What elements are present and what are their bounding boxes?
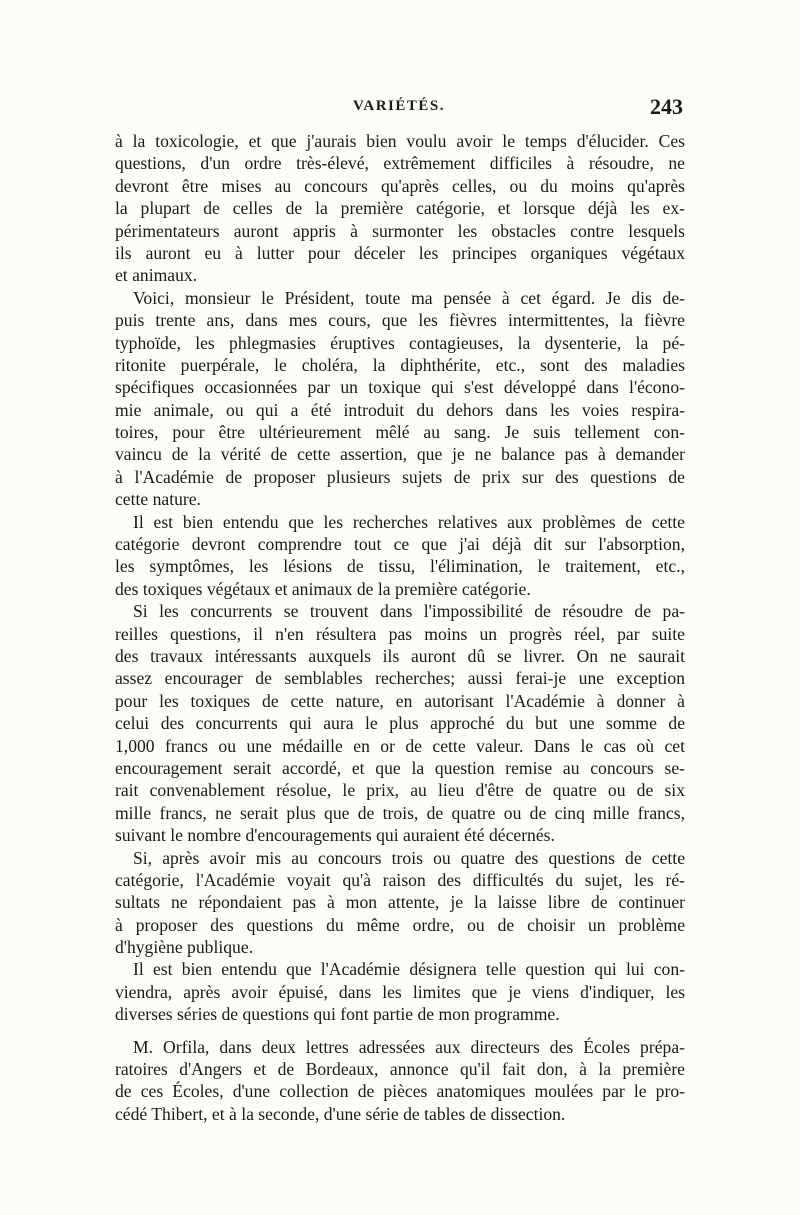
text-line: Il est bien entendu que les recherches relatives aux problèmes de cette	[133, 511, 685, 532]
text-line: ils auront eu à lutter pour déceler les principes organiques végétaux	[115, 242, 685, 263]
text-line: mie animale, ou qui a été introduit du dehors dans les voies respira-	[115, 399, 685, 420]
text-line: périmentateurs auront appris à surmonter les obstacles contre lesquels	[115, 220, 685, 241]
text-line: spécifiques occasionnées par un toxique qui s'est développé dans l'écono-	[115, 377, 685, 398]
text-line: toires, pour être ultérieurement mêlé au sang. Je suis tellement con-	[115, 422, 685, 443]
text-line: mille francs, ne serait plus que de trois, de quatre ou de cinq mille francs,	[115, 802, 685, 823]
text-line: celui des concurrents qui aura le plus approché du but une somme de	[115, 713, 685, 734]
text-line: questions, d'un ordre très-élevé, extrêmement difficiles à résoudre, ne	[115, 153, 685, 174]
text-line: à proposer des questions du même ordre, ou de choisir un problème	[115, 914, 685, 935]
text-line: rait convenablement résolue, le prix, au lieu d'être de quatre ou de six	[115, 780, 685, 801]
running-title: VARIÉTÉS.	[352, 98, 445, 114]
text-line: cette nature.	[115, 489, 201, 510]
text-line: ritonite puerpérale, le choléra, la diphthérite, etc., sont des maladies	[115, 354, 685, 375]
text-line: puis trente ans, dans mes cours, que les fièvres intermittentes, la fièvre	[115, 310, 685, 331]
text-line: encouragement serait accordé, et que la question remise au concours se-	[115, 757, 685, 778]
text-line: Voici, monsieur le Président, toute ma pensée à cet égard. Je dis de-	[133, 287, 685, 308]
text-line: pour les toxiques de cette nature, en autorisant l'Académie à donner à	[115, 690, 685, 711]
text-line: suivant le nombre d'encouragements qui auraient été décernés.	[115, 825, 555, 846]
text-line: vaincu de la vérité de cette assertion, que je ne balance pas à demander	[115, 444, 685, 465]
text-line: devront être mises au concours qu'après celles, ou du moins qu'après	[115, 175, 685, 196]
text-line: des toxiques végétaux et animaux de la première catégorie.	[115, 578, 531, 599]
page-number: 243	[650, 94, 683, 119]
text-line: des travaux intéressants auxquels ils auront dû se livrer. On ne saurait	[115, 645, 685, 666]
text-line: à la toxicologie, et que j'aurais bien voulu avoir le temps d'élucider. Ces	[115, 131, 685, 151]
text-line: Si les concurrents se trouvent dans l'impossibilité de résoudre de pa-	[133, 601, 685, 622]
text-line: Si, après avoir mis au concours trois ou quatre des questions de cette	[133, 847, 685, 868]
text-line: viendra, après avoir épuisé, dans les limites que je viens d'indiquer, les	[115, 981, 685, 1002]
text-line: à l'Académie de proposer plusieurs sujets de prix sur des questions de	[115, 466, 685, 487]
text-line: reilles questions, il n'en résultera pas moins un progrès réel, par suite	[115, 623, 685, 644]
text-line: typhoïde, les phlegmasies éruptives contagieuses, la dysenterie, la pé-	[115, 332, 685, 353]
text-line: 1,000 francs ou une médaille en or de cette valeur. Dans le cas où cet	[115, 735, 685, 756]
text-line: les symptômes, les lésions de tissu, l'élimination, le traitement, etc.,	[115, 556, 685, 577]
text-line: cédé Thibert, et à la seconde, d'une série de tables de dissection.	[115, 1103, 566, 1124]
body-text	[115, 130, 685, 1125]
text-line: d'hygiène publique.	[115, 937, 254, 958]
text-line: de ces Écoles, d'une collection de pièces anatomiques moulées par le pro-	[115, 1081, 685, 1102]
text-line: sultats ne répondaient pas à mon attente, je la laisse libre de continuer	[115, 892, 685, 913]
text-line: la plupart de celles de la première catégorie, et lorsque déjà les ex-	[115, 198, 685, 219]
text-line: M. Orfila, dans deux lettres adressées aux directeurs des Écoles prépa-	[133, 1036, 685, 1057]
text-line: assez encourager de semblables recherches; aussi ferai-je une exception	[115, 668, 685, 689]
paragraph-gap	[115, 1026, 685, 1036]
text-line: et animaux.	[115, 265, 198, 286]
page-header	[115, 94, 683, 124]
text-line: diverses séries de questions qui font partie de mon programme.	[115, 1004, 560, 1025]
text-line: catégorie devront comprendre tout ce que j'ai déjà dit sur l'absorption,	[115, 534, 685, 555]
text-line: catégorie, l'Académie voyait qu'à raison des difficultés du sujet, les ré-	[115, 869, 685, 890]
text-line: ratoires d'Angers et de Bordeaux, annonce qu'il fait don, à la première	[115, 1059, 685, 1080]
text-line: Il est bien entendu que l'Académie désignera telle question qui lui con-	[133, 959, 685, 980]
